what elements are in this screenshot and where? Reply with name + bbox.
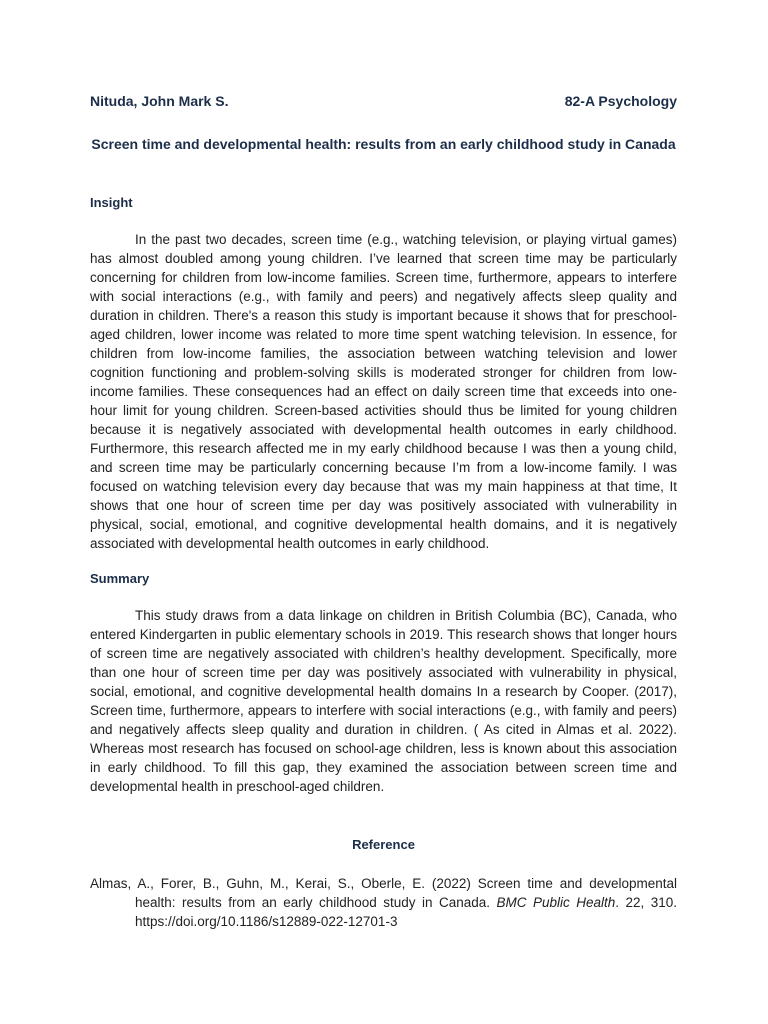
summary-heading: Summary	[90, 571, 150, 586]
reference-journal: BMC Public Health	[496, 895, 616, 910]
insight-paragraph: In the past two decades, screen time (e.g., watching television, or playing virtual games) has almost doubled among young children. I’ve learned that screen time may be particularly concerning for children from low-income families. Screen time, furthermore, appears to interfere with social interactions (e.g., with family and peers) and negatively affects sleep quality and duration in children. There's a reason this study is important because it shows that for preschool-aged children, lower income was related to more time spent watching television. In essence, for children from low-income families, the association between watching television and lower cognition functioning and problem-solving skills is moderated stronger for children from low-income families. These consequences had an effect on daily screen time that exceeds into one-hour limit for young children. Screen-based activities should thus be limited for young children because it is negatively associated with developmental health outcomes in early childhood. Furthermore, this research affected me in my early childhood because I was then a young child, and screen time may be particularly concerning because I’m from a low-income family. I was focused on watching television every day because that was my main happiness at that time, It shows that one hour of screen time per day was positively associated with vulnerability in physical, social, emotional, and cognitive developmental health domains, and it is negatively associated with developmental health outcomes in early childhood.	[90, 232, 677, 551]
reference-heading: Reference	[352, 837, 415, 852]
reference-entry	[90, 874, 677, 931]
reference-citation-prefix: Almas, A., Forer, B., Guhn, M., Kerai, S., Oberle, E. (2022) Screen time and developmental health: results from an early childhood study in Canada.	[90, 876, 677, 910]
insight-heading: Insight	[90, 195, 133, 210]
summary-paragraph: This study draws from a data linkage on children in British Columbia (BC), Canada, who entered Kindergarten in public elementary schools in 2019. This research shows that longer hours of screen time are negatively associated with children’s healthy development. Specifically, more than one hour of screen time per day was positively associated with vulnerability in physical, social, emotional, and cognitive developmental health domains In a research by Cooper. (2017), Screen time, furthermore, appears to interfere with social interactions (e.g., with family and peers) and negatively affects sleep quality and duration in children. ( As cited in Almas et al. 2022). Whereas most research has focused on school-age children, less is known about this association in early childhood. To fill this gap, they examined the association between screen time and developmental health in preschool-aged children.	[90, 608, 677, 794]
author-name: Nituda, John Mark S.	[90, 93, 229, 109]
document-title: Screen time and developmental health: results from an early childhood study in Canada	[91, 136, 676, 152]
class-section: 82-A Psychology	[564, 93, 677, 109]
document-header	[90, 93, 677, 109]
reference-citation-suffix: . 22, 310. https://doi.org/10.1186/s12889-022-12701-3	[135, 895, 677, 929]
